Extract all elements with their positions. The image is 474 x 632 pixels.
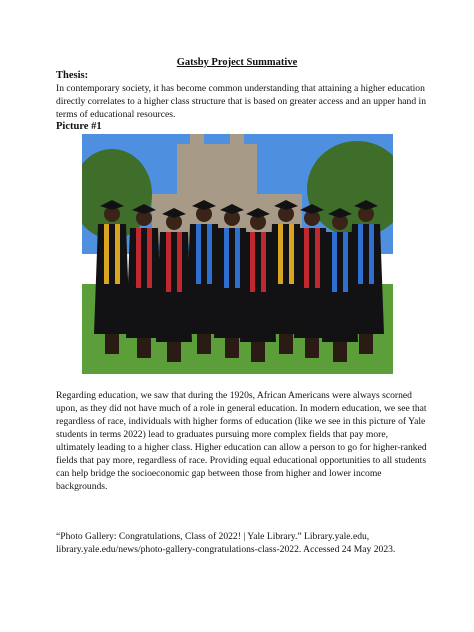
graduation-photo-illustration bbox=[82, 134, 393, 374]
body-paragraph: Regarding education, we saw that during the 1920s, African Americans were always scorned upon, as they did not have much of a role in general education. In modern education, we see that regardless of race, individuals with higher forms of education (like we see in this picture of Yale students in terms 2022) lead to graduates pursuing more complex fields that pay more, ultimately leading to a higher class. Higher education can allow a person to go for higher-ranked fields that pay more, regardless of race. Providing equal educational opportunities to all students can help bridge the socioeconomic gap between those from higher and lower income backgrounds. bbox=[56, 390, 427, 492]
document-title: Gatsby Project Summative bbox=[176, 57, 298, 68]
graduation-photo bbox=[82, 134, 393, 374]
thesis-heading: Thesis: bbox=[56, 70, 89, 81]
citation: “Photo Gallery: Congratulations, Class of 2022! | Yale Library.” Library.yale.edu, library.yale.edu/news/photo-gallery-congratulations-class-2022. Accessed 24 May 2023. bbox=[56, 531, 396, 555]
thesis-paragraph: In contemporary society, it has become common understanding that attaining a higher education directly correlates to a higher class structure that is based on greater access and an upper hand in terms of educational resources. bbox=[56, 83, 427, 120]
picture-heading: Picture #1 bbox=[56, 121, 102, 132]
